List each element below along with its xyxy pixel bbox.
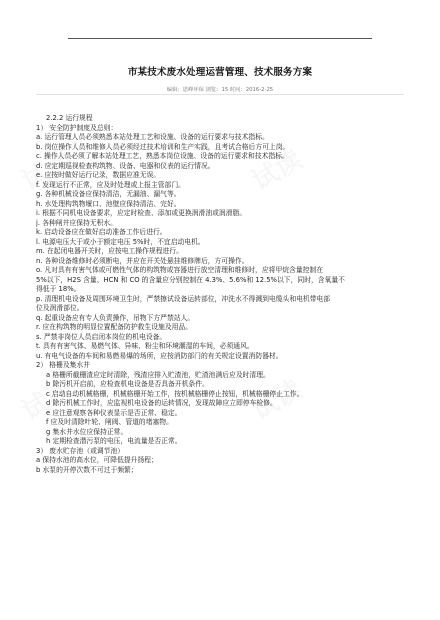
text-line: b. 岗位操作人员和维修人员必须经过技术培训和生产实践，且考试合格后方可上岗。 (36, 142, 290, 151)
text-line: s. 严禁非岗位人员启闭本岗位的机电设备。 (36, 332, 167, 341)
text-line: h 定期检查潜污泵的电压，电流量是否正常。 (46, 437, 182, 445)
text-line: f 应及时清除叶轮、闸阀、管道的堵塞物。 (46, 418, 173, 426)
header-rule (68, 38, 372, 39)
text-line: d 除污机械工作时，应监视机电设备的运转情况，发现故障应立即停车检修。 (46, 399, 277, 407)
meta-divider (36, 94, 404, 95)
text-line: l. 电源电压大于或小于额定电压 5%时，不宜启动电机。 (36, 237, 205, 246)
text-line: b 水泵的开停次数不可过于频繁； (36, 465, 138, 474)
text-line: a. 运行管理人员必须熟悉本站处理工艺和设施、设备的运行要求与技术指标。 (36, 133, 269, 141)
text-line: c 启动自动机械格栅，机械格栅开始工作，按机械格栅停止按钮，机械格栅停止工作。 (46, 389, 304, 398)
text-line: g. 各种机械设备应保持清洁，无漏油、漏气等。 (36, 190, 181, 198)
text-line: a 保持水池的高水位，可降低提升扬程； (36, 456, 158, 464)
text-line: p. 清理机电设备及周围环境卫生时，严禁擦试设备运转部位，冲洗水不得溅到电缆头和电机带电部 (36, 294, 331, 303)
text-line: j. 各种闸井应保持无积水。 (36, 218, 117, 227)
text-line: h. 水处理构筑物堰口、池壁应保持清洁、完好。 (36, 199, 181, 208)
text-line: q. 起重设备应有专人负责操作，吊物下方严禁站人。 (36, 313, 195, 322)
text-line: o. 凡对具有有害气体或可燃性气体的构筑物或容器进行放空清理和维修时，应将甲烷含量控制在 (36, 266, 324, 274)
text-line: 2） 格栅及集水井 (36, 361, 91, 369)
text-line: g 集水井水位应保持正常。 (46, 427, 128, 436)
text-line: 5%以下，H2S 含量、HCN 和 CO 的含量应分别控制在 4.3%、5.6%和 12.5%以下，同时，含氧量不 (36, 275, 345, 284)
text-line: u. 有电气设备的车间和易燃易爆的场所，应按消防部门的有关规定设置消防器材。 (36, 351, 283, 360)
text-line: c. 操作人员必须了解本站处理工艺，熟悉本岗位设施、设备的运行要求和技术指标。 (36, 152, 289, 160)
text-line: b 除污机开启前，应检查机电设备是否具备开机条件。 (46, 380, 209, 388)
document-meta: 编辑：恩峰环保 浏览：15 时间：2016-2-25 (166, 87, 274, 93)
text-line: k. 启动设备应在做好启动准备工作后进行。 (36, 228, 167, 236)
document-body (36, 114, 414, 475)
text-line: t. 具有有害气体、易燃气体、异味、粉尘和环境潮湿的车间，必须通风。 (36, 342, 254, 350)
text-line: r. 应在构筑物的明显位置配备防护救生设施及用品。 (36, 323, 193, 331)
text-line: m. 在起闭电器开关时，应按电工操作规程进行。 (36, 247, 183, 255)
text-line: f. 发现运行不正常，应及时处理或上报主管部门。 (36, 180, 185, 189)
text-line: n. 各种设备维修时必须断电，并应在开关处悬挂维修牌后，方可操作。 (36, 256, 249, 265)
text-line: i. 根据不同机电设备要求，应定时检查、添加或更换润滑油或润滑脂。 (36, 209, 247, 217)
text-line: 位及润滑部位。 (36, 304, 84, 312)
text-line: e. 应按时做好运行记录，数据应准无误。 (36, 171, 161, 179)
text-line: 2.2.2 运行规程 (46, 114, 93, 122)
document-title: 市某技术废水处理运营管理、技术服务方案 (127, 67, 313, 78)
text-line: 得低于 18%。 (36, 285, 81, 293)
text-line: d. 应定期巡视检查构筑物、设备、电器和仪表的运行情况。 (36, 161, 215, 170)
text-line: 3） 废水贮存池（或调节池） (36, 446, 125, 455)
text-line: a 格栅所截栅渣应定时清除，残渣应排入贮渣池，贮渣池满后应及时清理。 (46, 370, 270, 379)
text-line: e 应注意观察各种仪表显示是否正常、稳定。 (46, 408, 182, 417)
text-line: 1） 安全防护制度及总则： (36, 123, 118, 132)
